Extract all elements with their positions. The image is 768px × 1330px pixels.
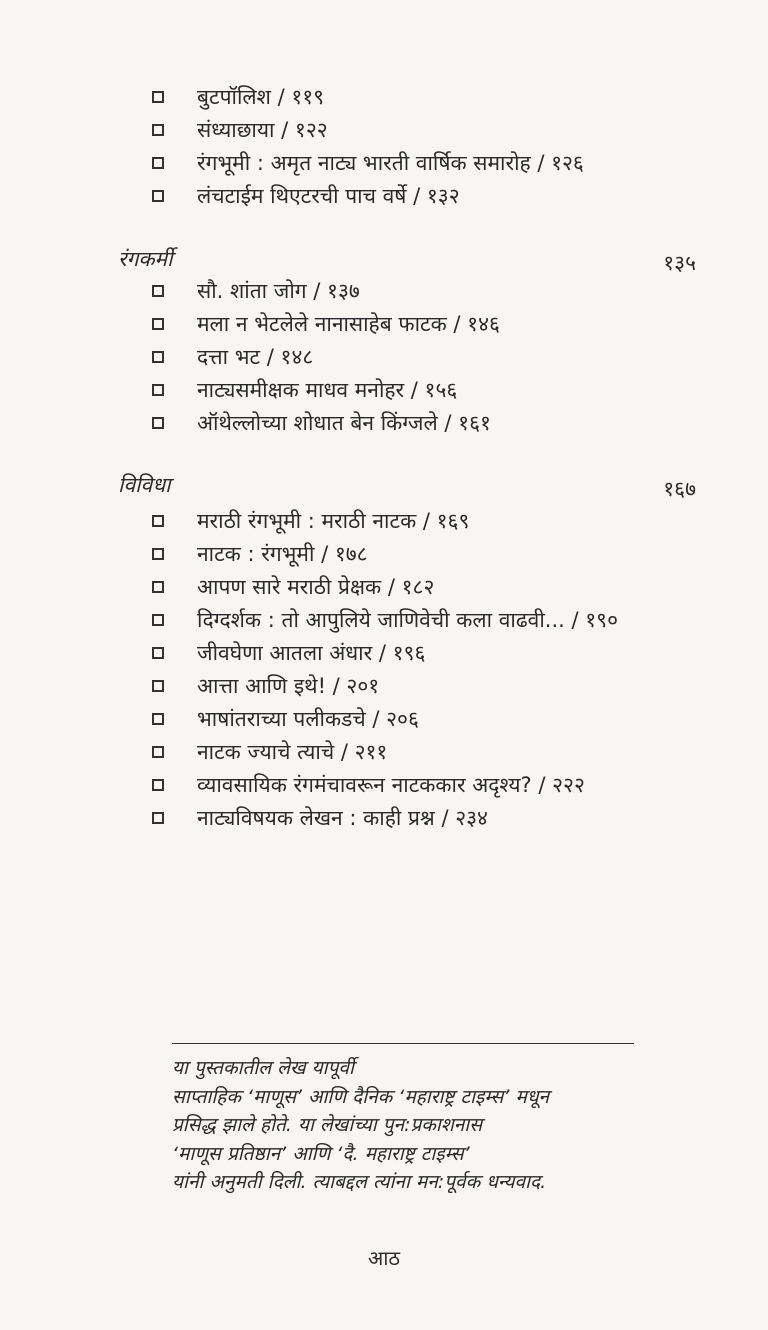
entry-text: आपण सारे मराठी प्रेक्षक / १८२ — [197, 575, 435, 599]
entry-text: दत्ता भट / १४८ — [197, 345, 314, 369]
checkbox-bullet-icon — [152, 779, 164, 791]
toc-entry — [152, 704, 419, 734]
toc-entry — [152, 572, 434, 602]
section-page-number: १६७ — [663, 477, 696, 501]
entry-text: मला न भेटलेले नानासाहेब फाटक / १४६ — [197, 312, 500, 336]
toc-entry — [152, 506, 469, 536]
note-line: यांनी अनुमती दिली. त्याबद्दल त्यांना मन:पूर्वक धन्यवाद. — [172, 1171, 547, 1193]
checkbox-bullet-icon — [152, 746, 164, 758]
checkbox-bullet-icon — [152, 190, 164, 202]
checkbox-bullet-icon — [152, 124, 164, 136]
section-page-number: १३५ — [663, 251, 696, 275]
entry-text: व्यावसायिक रंगमंचावरून नाटककार अदृश्य? / २२२ — [197, 773, 585, 797]
toc-entry — [152, 671, 379, 701]
toc-entry — [152, 148, 584, 178]
footnote-divider — [172, 1043, 634, 1044]
entry-text: नाट्यसमीक्षक माधव मनोहर / १५६ — [197, 378, 458, 402]
checkbox-bullet-icon — [152, 417, 164, 429]
toc-entry — [152, 309, 500, 339]
checkbox-bullet-icon — [152, 384, 164, 396]
checkbox-bullet-icon — [152, 680, 164, 692]
toc-entry — [152, 342, 313, 372]
note-line: साप्ताहिक ‘माणूस’ आणि दैनिक ‘महाराष्ट्र टाइम्स’ मधून — [172, 1085, 550, 1108]
checkbox-bullet-icon — [152, 713, 164, 725]
entry-text: बुटपॉलिश / ११९ — [197, 85, 325, 109]
toc-entry — [152, 803, 488, 833]
checkbox-bullet-icon — [152, 351, 164, 363]
toc-entry — [152, 638, 425, 668]
entry-text: संध्याछाया / १२२ — [197, 118, 328, 142]
checkbox-bullet-icon — [152, 647, 164, 659]
checkbox-bullet-icon — [152, 318, 164, 330]
note-line: या पुस्तकातील लेख यापूर्वी — [172, 1057, 354, 1079]
checkbox-bullet-icon — [152, 515, 164, 527]
toc-entry — [152, 770, 585, 800]
entry-text: नाट्यविषयक लेखन : काही प्रश्न / २३४ — [197, 806, 488, 830]
checkbox-bullet-icon — [152, 548, 164, 560]
toc-entry — [152, 115, 328, 145]
checkbox-bullet-icon — [152, 91, 164, 103]
section-title: विविधा — [118, 473, 171, 497]
entry-text: ऑथेल्लोच्या शोधात बेन किंग्जले / १६१ — [197, 411, 491, 435]
toc-entry — [152, 82, 324, 112]
toc-entry — [152, 375, 457, 405]
toc-entry — [152, 539, 368, 569]
toc-entry — [152, 605, 618, 635]
toc-entry — [152, 276, 360, 306]
entry-text: भाषांतराच्या पलीकडचे / २०६ — [197, 707, 419, 731]
checkbox-bullet-icon — [152, 614, 164, 626]
checkbox-bullet-icon — [152, 581, 164, 593]
note-line: ‘माणूस प्रतिष्ठान’ आणि ‘दै. महाराष्ट्र टाइम्स’ — [172, 1142, 470, 1165]
toc-entry — [152, 408, 491, 438]
entry-text: जीवघेणा आतला अंधार / १९६ — [197, 641, 426, 665]
entry-text: रंगभूमी : अमृत नाट्य भारती वार्षिक समारोह / १२६ — [197, 151, 584, 175]
checkbox-bullet-icon — [152, 812, 164, 824]
toc-entry — [152, 737, 387, 767]
entry-text: लंचटाईम थिएटरची पाच वर्षे / १३२ — [197, 184, 460, 208]
acknowledgement-note — [172, 1054, 549, 1197]
entry-text: सौ. शांता जोग / १३७ — [197, 279, 360, 303]
page-number: आठ — [367, 1246, 401, 1270]
toc-entry — [152, 181, 460, 211]
entry-text: नाटक ज्याचे त्याचे / २११ — [197, 740, 388, 764]
checkbox-bullet-icon — [152, 285, 164, 297]
entry-text: दिग्दर्शक : तो आपुलिये जाणिवेची कला वाढवी... / १९० — [197, 608, 618, 632]
entry-text: नाटक : रंगभूमी / १७८ — [197, 542, 368, 566]
note-line: प्रसिद्ध झाले होते. या लेखांच्या पुन:प्रकाशनास — [172, 1114, 483, 1136]
section-title: रंगकर्मी — [118, 247, 173, 271]
checkbox-bullet-icon — [152, 157, 164, 169]
entry-text: आत्ता आणि इथे! / २०१ — [197, 674, 380, 698]
entry-text: मराठी रंगभूमी : मराठी नाटक / १६९ — [197, 509, 470, 533]
